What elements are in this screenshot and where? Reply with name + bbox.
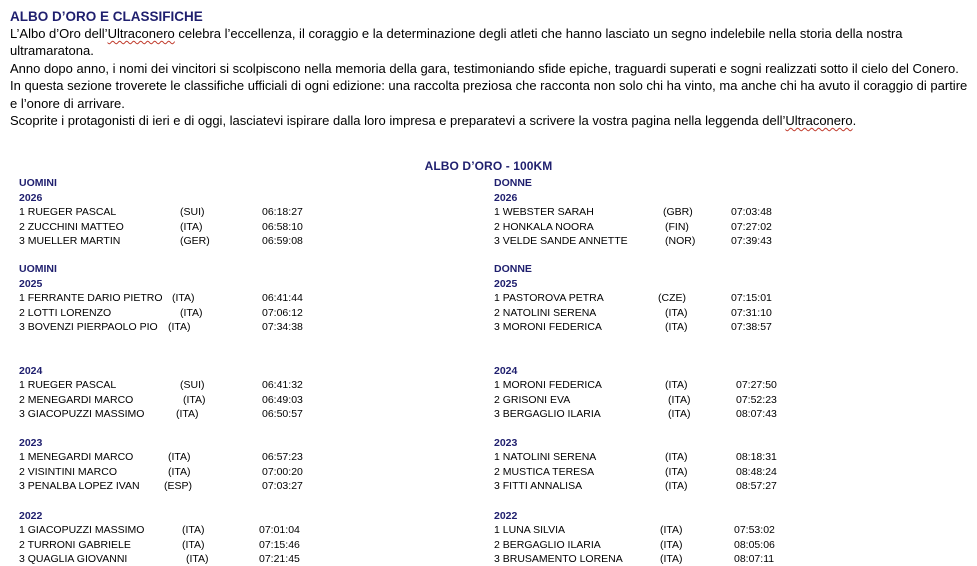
athlete-name: 1 WEBSTER SARAH [494,206,594,218]
year-label: 2022 [494,509,518,522]
category-label: DONNE [494,177,532,189]
year-label: 2025 [19,277,43,290]
finish-time: 07:38:57 [731,321,772,333]
athlete-nation: (CZE) [658,292,686,304]
athlete-nation: (ITA) [176,408,199,420]
p1-text-pre: L’Albo d’Oro dell’ [10,26,108,41]
year-label: 2024 [19,364,43,377]
year-label: 2026 [19,191,43,204]
finish-time: 07:27:50 [736,379,777,391]
athlete-name: 1 NATOLINI SERENA [494,451,597,463]
athlete-name: 2 GRISONI EVA [494,393,571,406]
p4-text-post: . [852,113,857,129]
finish-time: 07:15:46 [259,538,300,551]
athlete-nation: (ITA) [180,306,203,319]
intro-paragraph-3: In questa sezione troverete le classifiche ufficiali di ogni edizione: una raccolta preziosa che racconta non solo chi ha vinto, ma anche chi ha avuto il coraggio di partire e l’onore di arrivare. [10,78,968,111]
athlete-nation: (ITA) [183,393,206,406]
finish-time: 07:21:45 [259,553,300,565]
athlete-name: 3 VELDE SANDE ANNETTE [494,235,628,247]
intro-paragraph-1 [10,25,975,60]
finish-time: 06:58:10 [262,220,303,233]
finish-time: 07:01:04 [259,524,300,536]
brand-ultraconero: Ultraconero [785,113,853,129]
finish-time: 08:05:06 [734,538,775,551]
athlete-name: 2 MUSTICA TERESA [494,465,595,478]
finish-time: 07:53:02 [734,524,775,536]
year-label: 2023 [19,436,43,449]
athlete-nation: (ITA) [668,393,691,406]
finish-time: 06:57:23 [262,451,303,463]
athlete-nation: (ITA) [660,524,683,536]
year-label: 2025 [494,277,518,290]
p1-text-post: celebra l’eccellenza, il coraggio e la determinazione degli atleti che hanno lasciato un segno indelebile nella storia della nostra ultramaratona. [10,26,903,59]
athlete-name: 1 RUEGER PASCAL [19,206,117,218]
category-label: UOMINI [19,177,57,189]
finish-time: 06:50:57 [262,408,303,420]
year-label: 2026 [494,191,518,204]
finish-time: 08:07:43 [736,408,777,420]
athlete-nation: (NOR) [665,235,696,247]
athlete-name: 1 MORONI FEDERICA [494,379,602,391]
page-title: ALBO D’ORO E CLASSIFICHE [10,9,203,24]
finish-time: 07:03:48 [731,206,772,218]
athlete-nation: (ITA) [172,292,195,304]
finish-time: 07:15:01 [731,292,772,304]
athlete-nation: (ITA) [180,220,203,233]
intro-section [10,9,975,129]
athlete-nation: (ITA) [186,553,209,565]
finish-time: 07:39:43 [731,235,772,247]
year-label: 2023 [494,436,518,449]
athlete-name: 1 FERRANTE DARIO PIETRO [19,292,163,304]
finish-time: 06:49:03 [262,393,303,406]
athlete-nation: (ITA) [182,524,205,536]
finish-time: 06:41:32 [262,379,303,391]
finish-time: 07:27:02 [731,220,772,233]
finish-time: 08:18:31 [736,451,777,463]
finish-time: 08:57:27 [736,480,777,492]
athlete-nation: (ITA) [668,408,691,420]
finish-time: 06:41:44 [262,292,303,304]
athlete-name: 1 LUNA SILVIA [494,524,566,536]
p4-text-pre: Scoprite i protagonisti di ieri e di oggi, lasciatevi ispirare dalla loro impresa e preparatevi a scrivere la vostra pagina nella leggenda dell’ [10,113,786,129]
athlete-name: 1 PASTOROVA PETRA [494,292,604,304]
table-title: ALBO D’ORO - 100KM [424,159,553,173]
athlete-name: 2 NATOLINI SERENA [494,306,597,319]
athlete-nation: (ITA) [665,306,688,319]
finish-time: 07:34:38 [262,321,303,333]
athlete-name: 2 LOTTI LORENZO [19,306,112,319]
athlete-nation: (ITA) [665,465,688,478]
athlete-name: 1 GIACOPUZZI MASSIMO [19,524,145,536]
athlete-name: 2 VISINTINI MARCO [19,465,118,478]
athlete-name: 2 HONKALA NOORA [494,220,594,233]
finish-time: 06:59:08 [262,235,303,247]
category-label: UOMINI [19,263,57,275]
finish-time: 07:06:12 [262,306,303,319]
athlete-nation: (GER) [180,235,210,247]
athlete-nation: (ITA) [665,379,688,391]
athlete-nation: (GBR) [663,206,693,218]
finish-time: 06:18:27 [262,206,303,218]
athlete-nation: (ITA) [665,451,688,463]
finish-time: 07:31:10 [731,306,772,319]
athlete-nation: (SUI) [180,206,205,218]
finish-time: 07:00:20 [262,465,303,478]
athlete-name: 3 BERGAGLIO ILARIA [494,408,601,420]
athlete-nation: (FIN) [665,220,689,233]
year-label: 2022 [19,509,43,522]
athlete-name: 2 TURRONI GABRIELE [19,538,131,551]
athlete-nation: (ITA) [168,451,191,463]
finish-time: 07:52:23 [736,393,777,406]
athlete-name: 1 MENEGARDI MARCO [19,451,134,463]
category-label: DONNE [494,263,532,275]
finish-time: 08:48:24 [736,465,777,478]
intro-paragraph-2: Anno dopo anno, i nomi dei vincitori si scolpiscono nella memoria della gara, testimoniando sfide epiche, traguardi superati e sogni realizzati sotto il cielo del Conero. [10,60,959,76]
year-label: 2024 [494,364,518,377]
athlete-name: 3 MORONI FEDERICA [494,321,602,333]
athlete-nation: (SUI) [180,379,205,391]
finish-time: 07:03:27 [262,480,303,492]
athlete-name: 3 MUELLER MARTIN [19,235,121,247]
athlete-nation: (ITA) [660,553,683,565]
athlete-name: 3 PENALBA LOPEZ IVAN [19,480,140,492]
athlete-name: 2 BERGAGLIO ILARIA [494,538,601,551]
athlete-nation: (ITA) [665,321,688,333]
intro-paragraph-4 [10,112,975,129]
athlete-nation: (ITA) [182,538,205,551]
athlete-name: 3 GIACOPUZZI MASSIMO [19,408,145,420]
brand-ultraconero: Ultraconero [107,26,175,41]
athlete-nation: (ITA) [665,480,688,492]
athlete-name: 2 ZUCCHINI MATTEO [19,220,124,233]
athlete-nation: (ITA) [168,465,191,478]
athlete-nation: (ITA) [168,321,191,333]
athlete-name: 3 BRUSAMENTO LORENA [494,553,623,565]
athlete-nation: (ITA) [660,538,683,551]
athlete-nation: (ESP) [164,480,193,492]
athlete-name: 2 MENEGARDI MARCO [19,393,134,406]
athlete-name: 3 QUAGLIA GIOVANNI [19,553,128,565]
athlete-name: 3 BOVENZI PIERPAOLO PIO [19,321,158,333]
athlete-name: 3 FITTI ANNALISA [494,480,583,492]
athlete-name: 1 RUEGER PASCAL [19,379,117,391]
finish-time: 08:07:11 [734,553,775,565]
